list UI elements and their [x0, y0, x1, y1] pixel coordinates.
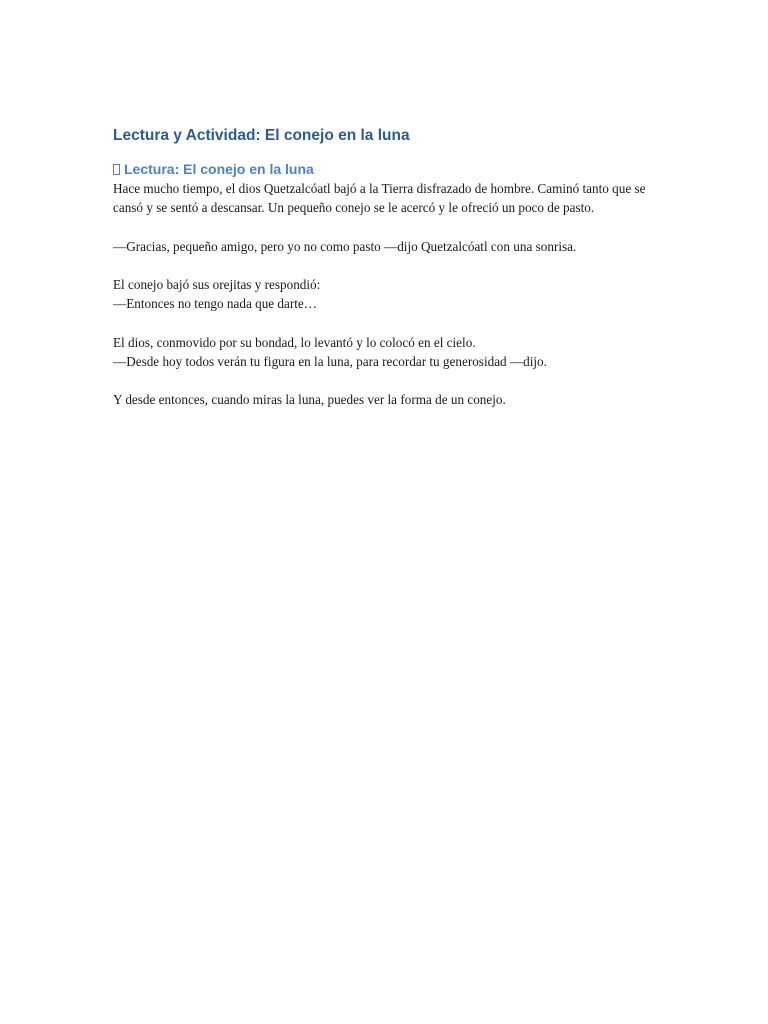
- paragraph-line: El dios, conmovido por su bondad, lo levantó y lo colocó en el cielo.: [113, 334, 476, 350]
- section-heading-text: Lectura: El conejo en la luna: [124, 161, 314, 177]
- paragraph-line: Y desde entonces, cuando miras la luna, puedes ver la forma de un conejo.: [113, 392, 506, 408]
- paragraph-line: El conejo bajó sus orejitas y respondió:: [113, 276, 321, 292]
- paragraph-line: Hace mucho tiempo, el dios Quetzalcóatl bajó a la Tierra disfrazado de hombre. Caminó tanto que se cansó y se sentó a descansar. Un pequeño conejo se le acercó y le ofreció un poco de pasto.: [113, 181, 646, 216]
- paragraph-1: [113, 179, 653, 217]
- paragraph-4: [113, 333, 653, 371]
- paragraph-3: [113, 275, 653, 313]
- paragraph-line: —Desde hoy todos verán tu figura en la luna, para recordar tu generosidad —dijo.: [113, 353, 547, 369]
- reading-text: [113, 179, 653, 409]
- paragraph-2: [113, 237, 653, 256]
- missing-glyph-icon: [113, 164, 120, 175]
- paragraph-line: —Gracias, pequeño amigo, pero yo no como pasto —dijo Quetzalcóatl con una sonrisa.: [113, 238, 577, 254]
- section-heading: [113, 159, 653, 179]
- paragraph-line: —Entonces no tengo nada que darte…: [113, 296, 317, 312]
- document-body: [113, 123, 653, 429]
- document-title: Lectura y Actividad: El conejo en la luna: [113, 127, 410, 144]
- paragraph-5: [113, 390, 653, 409]
